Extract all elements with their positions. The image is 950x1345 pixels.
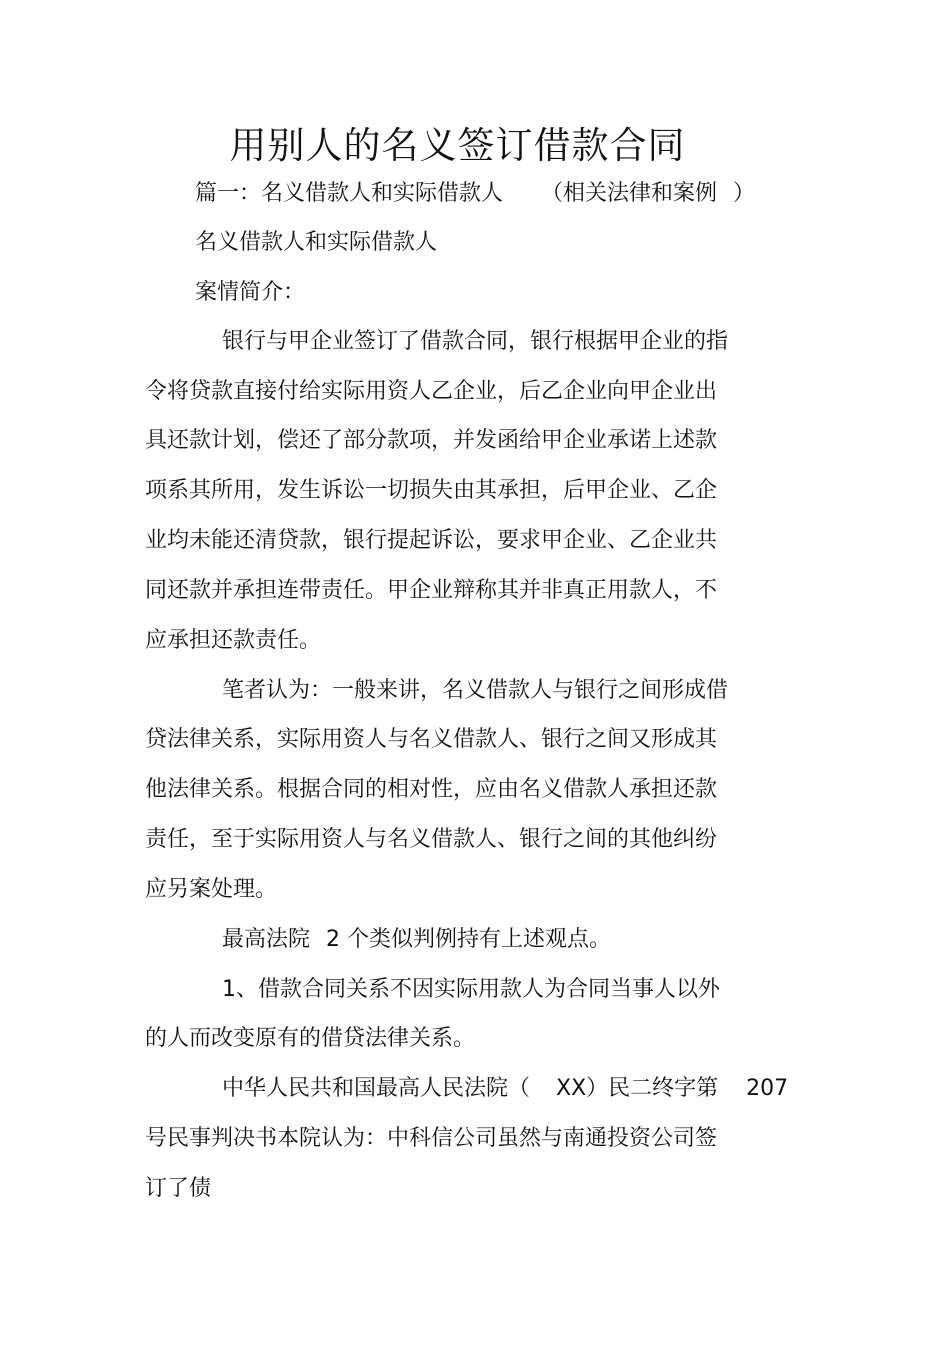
heading-section-1-main: 篇一：名义借款人和实际借款人: [195, 181, 504, 206]
paragraph-line: 应承担还款责任。: [145, 628, 322, 653]
ruling-line-part2: XX）民二终字第: [556, 1076, 719, 1101]
paragraph-line: 贷法律关系，实际用资人与名义借款人、银行之间又形成其: [145, 727, 718, 752]
heading-case-intro: 案情简介：: [195, 280, 306, 305]
paragraph-line: 应另案处理。: [145, 877, 278, 902]
paragraph-line: 令将贷款直接付给实际用资人乙企业，后乙企业向甲企业出: [145, 379, 718, 404]
document-title: 用别人的名义签订借款合同: [229, 124, 686, 167]
court-cases-line-part1: 最高法院: [222, 927, 311, 952]
point-line: 的人而改变原有的借贷法律关系。: [145, 1026, 476, 1051]
paragraph-line: 具还款计划，偿还了部分款项，并发函给甲企业承诺上述款: [145, 428, 718, 453]
ruling-line: [222, 1074, 788, 1104]
heading-section-1: [195, 179, 755, 209]
court-cases-line: [222, 925, 611, 955]
ruling-line-part1: 中华人民共和国最高人民法院（: [222, 1076, 531, 1101]
paragraph-line: 业均未能还清贷款，银行提起诉讼，要求甲企业、乙企业共: [145, 528, 718, 553]
paragraph-line: 同还款并承担连带责任。甲企业辩称其并非真正用款人，不: [145, 578, 718, 603]
point-line: 1、借款合同关系不因实际用款人为合同当事人以外: [222, 977, 720, 1002]
ruling-continuation-line: 号民事判决书本院认为：中科信公司虽然与南通投资公司签: [145, 1126, 718, 1151]
paragraph-line: 项系其所用，发生诉讼一切损失由其承担，后甲企业、乙企: [145, 478, 718, 503]
heading-section-1-paren: （相关法律和案例: [541, 181, 718, 206]
heading-section-1-close: ）: [733, 181, 756, 206]
paragraph-line: 银行与甲企业签订了借款合同，银行根据甲企业的指: [222, 329, 729, 354]
ruling-line-part3: 207: [746, 1076, 789, 1101]
court-cases-line-part2: 2 个类似判例持有上述观点。: [326, 927, 612, 952]
paragraph-line: 他法律关系。根据合同的相对性，应由名义借款人承担还款: [145, 777, 718, 802]
paragraph-line: 笔者认为：一般来讲，名义借款人与银行之间形成借: [222, 678, 729, 703]
heading-subtitle: 名义借款人和实际借款人: [195, 230, 438, 255]
paragraph-line: 责任，至于实际用资人与名义借款人、银行之间的其他纠纷: [145, 827, 718, 852]
ruling-continuation-line: 订了债: [145, 1176, 212, 1201]
